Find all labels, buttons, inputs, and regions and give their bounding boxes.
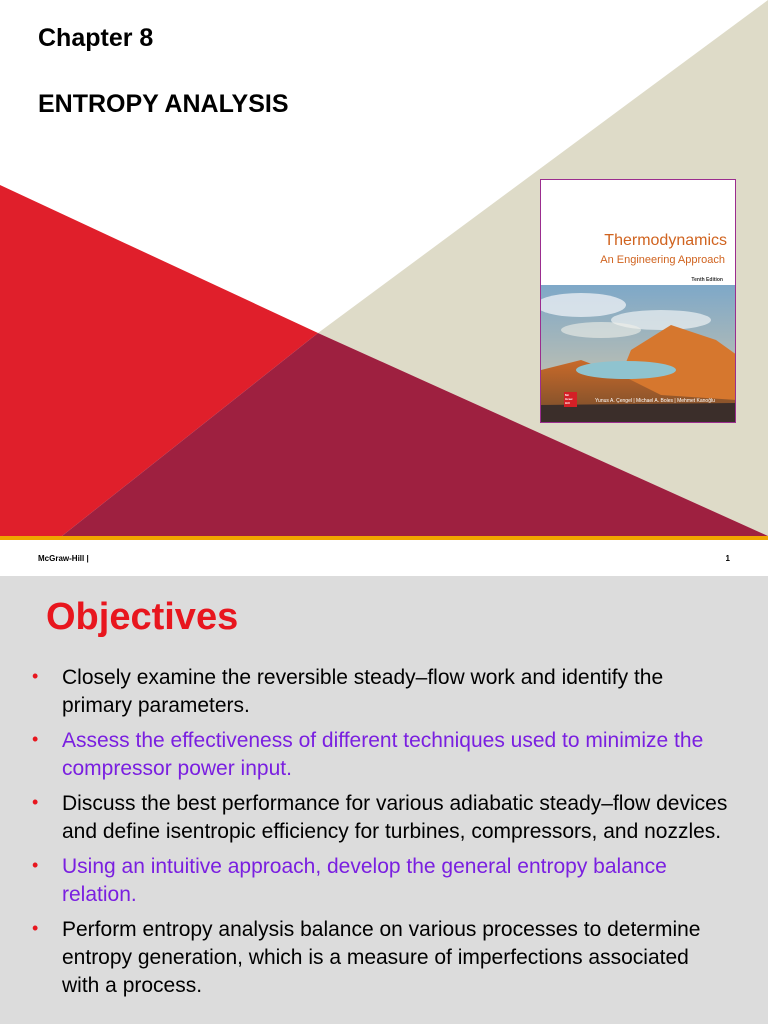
book-cover-image [540,179,736,423]
list-item-text: Assess the effectiveness of different techniques used to minimize the compressor power input. [62,729,704,780]
bullet-icon: • [32,666,39,686]
cover-authors: Yunus A. Çengel | Michael A. Boles | Mehmet Kanoğlu [595,398,715,404]
cover-title: Thermodynamics [604,232,727,249]
cover-edition: Tenth Edition [691,277,723,283]
list-item-text: Using an intuitive approach, develop the general entropy balance relation. [62,855,667,906]
slide-title: ENTROPY ANALYSIS [38,90,289,118]
page-number: 1 [725,554,730,563]
cover-subtitle: An Engineering Approach [600,254,725,266]
list-item [30,916,730,1000]
list-item [30,727,730,783]
bullet-icon: • [32,918,39,938]
footer-publisher: McGraw-Hill | [38,554,89,563]
objectives-slide [0,576,768,1024]
objectives-list [30,664,730,1007]
list-item [30,664,730,720]
bullet-icon: • [32,792,39,812]
bullet-icon: • [32,855,39,875]
list-item-text: Perform entropy analysis balance on various processes to determine entropy generation, which is a measure of imperfections associated with a process. [62,918,701,997]
list-item-text: Closely examine the reversible steady–flow work and identify the primary parameters. [62,666,664,717]
list-item-text: Discuss the best performance for various adiabatic steady–flow devices and define isentropic efficiency for turbines, compressors, and nozzles. [62,792,728,843]
list-item [30,790,730,846]
publisher-logo: Mc Graw Hill [564,392,577,407]
objectives-heading: Objectives [46,596,239,638]
list-item [30,853,730,909]
footer-divider [0,536,768,540]
bullet-icon: • [32,729,39,749]
chapter-label: Chapter 8 [38,24,154,52]
